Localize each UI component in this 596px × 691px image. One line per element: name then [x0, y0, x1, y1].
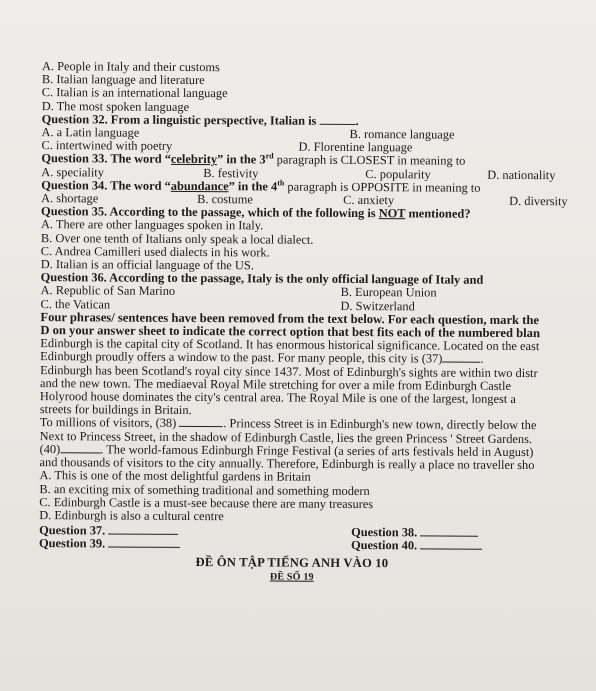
passage-line-7-end: . Princess Street is in Edinburgh's new town, directly below the	[223, 416, 537, 433]
passage-line-8: Next to Princess Street, in the shadow of Edinburgh Castle, lies the green Princess ' Street Gardens.	[39, 428, 533, 446]
q31-option-d: D. The most spoken language	[41, 98, 190, 114]
q36-option-a: A. Republic of San Marino	[40, 283, 176, 299]
answer-label-37: Question 37.	[39, 523, 106, 538]
passage-line-2-end: .	[480, 352, 484, 367]
answer-option-a: A. This is one of the most delightful gardens in Britain	[39, 468, 311, 485]
answer-line-40	[351, 539, 482, 553]
answer-label-40: Question 40.	[350, 538, 418, 553]
q35-stem-b: mentioned?	[405, 206, 471, 221]
passage-line-9-end: . The world-famous Edinburgh Fringe Festival (a series of arts festivals held in August)	[100, 442, 534, 459]
q32-option-c: C. intertwined with poetry	[41, 138, 173, 154]
q33-option-c: C. popularity	[365, 166, 431, 182]
instructions-line-1: Four phrases/ sentences have been removed from the text below. For each question, mark the	[40, 309, 540, 327]
q34-option-b: B. costume	[197, 192, 253, 207]
q33-superscript: rd	[265, 151, 274, 161]
answer-option-c: C. Edinburgh Castle is a must-see because there are many treasures	[39, 494, 374, 511]
answer-blank-40	[420, 540, 482, 550]
instructions-line-2: D on your answer sheet to indicate the correct option that best fits each of the numbered blan	[40, 323, 541, 341]
answer-blank-39	[108, 538, 180, 548]
footer-title: ĐỀ ÔN TẬP TIẾNG ANH VÀO 10	[195, 554, 389, 570]
answer-label-39: Question 39.	[39, 536, 106, 551]
answer-blank-38	[420, 527, 478, 537]
q34-option-c: C. anxiety	[343, 192, 395, 208]
q33-option-b: B. festivity	[203, 165, 259, 181]
blank-37	[442, 353, 480, 363]
q33-stem-b: ” in the 3	[217, 152, 266, 167]
q35-not-word: NOT	[378, 206, 406, 221]
q32-option-b: B. romance language	[349, 126, 455, 142]
passage-line-7-text: To millions of visitors, (38)	[39, 415, 177, 431]
passage-line-9-text: (40)	[39, 441, 61, 457]
answer-option-d: D. Edinburgh is also a cultural centre	[39, 507, 224, 524]
q32-stem-end: .	[355, 113, 359, 128]
q36-option-d: D. Switzerland	[340, 298, 415, 314]
answer-blank-37	[108, 525, 178, 535]
q32-option-d: D. Florentine language	[298, 139, 413, 155]
q34-stem-c: paragraph is OPPOSITE in meaning to	[284, 179, 481, 195]
q32-stem-text: Question 32. From a linguistic perspective, Italian is	[41, 111, 317, 128]
passage-line-6: streets for buildings in Britain.	[39, 402, 192, 418]
q36-stem: Question 36. According to the passage, Italy is the only official language of Italy and	[40, 270, 484, 288]
q31-option-a: A. People in Italy and their customs	[41, 59, 220, 75]
q33-stem-c: paragraph is CLOSEST in meaning to	[273, 152, 466, 169]
passage-line-4: and the new town. The mediaeval Royal Mile stretching for over a mile from Edinburgh Castle	[39, 375, 512, 393]
q34-option-d: D. diversity	[509, 193, 568, 209]
passage-line-5: Holyrood house dominates the city's central area. The Royal Mile is one of the largest, longest a	[39, 389, 516, 407]
blank-40	[60, 443, 100, 453]
q34-stem-b: ” in the 4	[228, 179, 278, 194]
passage-line-2-text: Edinburgh proudly offers a window to the past. For many people, this city is (37)	[40, 349, 443, 366]
answer-lines-row-2	[39, 537, 596, 554]
q34-option-a: A. shortage	[41, 191, 99, 206]
footer	[27, 555, 557, 586]
q31-option-b: B. Italian language and literature	[41, 72, 205, 88]
answer-label-38: Question 38.	[351, 525, 418, 540]
q35-option-d: D. Italian is an official language of the US.	[40, 257, 254, 273]
answer-option-b: B. an exciting mix of something traditional and something modern	[39, 481, 370, 498]
q33-option-d: D. nationality	[487, 167, 556, 182]
q36-option-c: C. the Vatican	[40, 296, 111, 312]
answer-line-39	[39, 537, 351, 552]
passage-line-1: Edinburgh is the capital city of Scotland. It has enormous historical significance. Located on the east	[40, 336, 540, 354]
q32-option-a: A. a Latin language	[41, 125, 140, 140]
passage-line-3: Edinburgh has been Scotland's royal city since 1437. Most of Edinburgh's sights are within two distr	[40, 362, 538, 380]
q33-target-word: celebrity	[170, 152, 218, 167]
q35-stem-a: Question 35. According to the passage, which of the following is	[41, 204, 379, 221]
q35-option-b: B. Over one tenth of Italians only speak a local dialect.	[40, 230, 314, 247]
footer-subtitle: ĐỀ SỐ 19	[269, 571, 314, 583]
exam-content	[27, 60, 596, 585]
q31-option-c: C. Italian is an international language	[41, 85, 228, 101]
blank-38	[179, 417, 223, 427]
q35-option-c: C. Andrea Camilleri used dialects in his work.	[40, 243, 270, 260]
passage-line-10: and thousands of visitors to the city annually. Therefore, Edinburgh is really a place no traveller sho	[39, 455, 535, 473]
q32-blank	[320, 115, 356, 125]
q36-option-b: B. European Union	[340, 285, 437, 300]
q34-stem-a: Question 34. The word “	[41, 177, 171, 193]
q33-stem-a: Question 33. The word “	[41, 151, 171, 167]
q33-option-a: A. speciality	[41, 164, 104, 180]
q35-option-a: A. There are other languages spoken in Italy.	[40, 217, 264, 233]
q34-superscript: th	[277, 178, 285, 188]
q34-target-word: abundance	[170, 178, 229, 194]
